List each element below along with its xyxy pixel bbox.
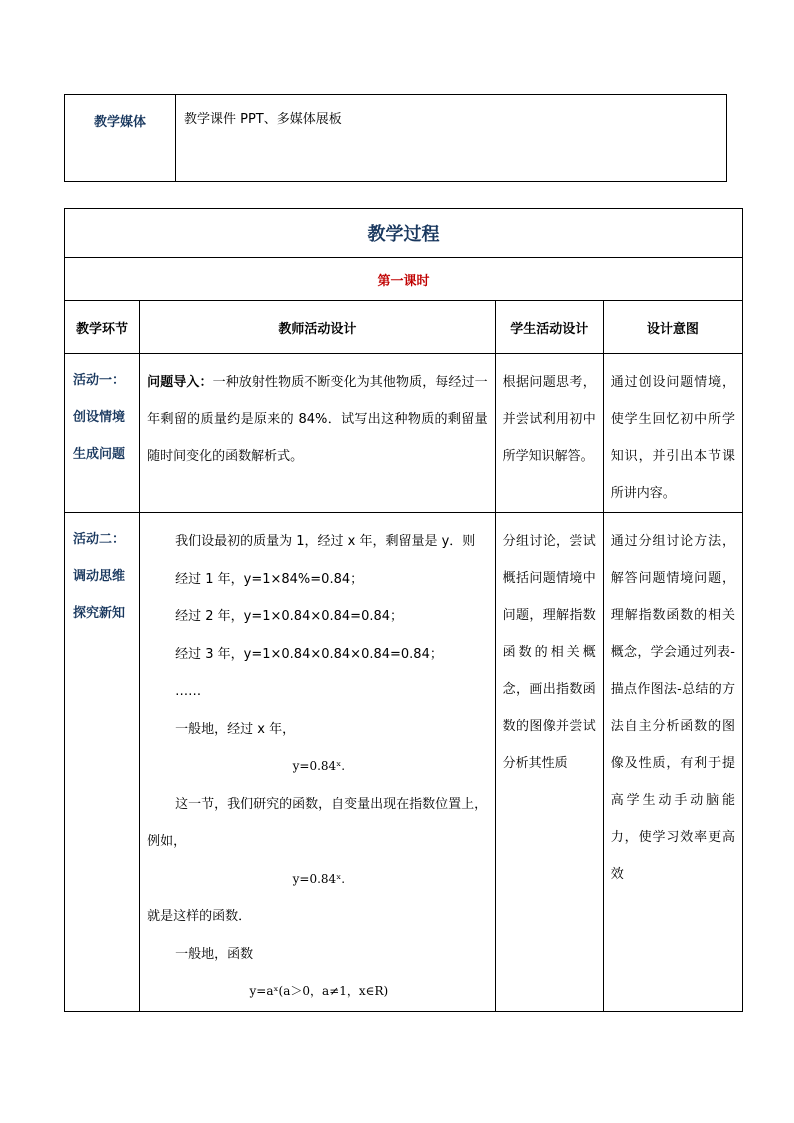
activity2-intent: 通过分组讨论方法，解答问题情境问题，理解指数函数的相关概念，学会通过列表-描点作图法-总结的方法自主分析函数的图像及性质，有利于提高学生动手动脑能力，使学习效率更高效	[603, 513, 742, 1012]
header-teacher: 教师活动设计	[140, 301, 496, 354]
table-row	[65, 354, 743, 513]
activity2-label-line: 探究新知	[73, 606, 126, 621]
activity2-line: 经过 1 年，y=1×84%=0.84；	[175, 571, 364, 587]
activity2-equation: y=0.84ˣ.	[292, 871, 346, 886]
activity1-label-line: 生成问题	[73, 447, 126, 462]
activity2-line: 我们设最初的质量为 1，经过 x 年，剩留量是 y．则	[175, 534, 476, 549]
activity2-equation: y=aˣ(a＞0，a≠1，x∈R)	[249, 984, 389, 998]
table-row	[65, 513, 743, 1012]
activity2-line: 经过 2 年，y=1×0.84×0.84=0.84；	[175, 609, 404, 624]
activity2-line: 一般地，经过 x 年，	[175, 721, 296, 737]
header-intent: 设计意图	[603, 301, 742, 354]
media-value: 教学课件 PPT、多媒体展板	[176, 95, 727, 182]
activity1-label	[65, 354, 140, 513]
activity2-label	[65, 513, 140, 1012]
activity2-label-line: 调动思维	[73, 569, 126, 584]
activity2-equation: y=0.84ˣ.	[292, 759, 346, 773]
teaching-process-table	[64, 208, 743, 1012]
activity1-teacher-text: 一种放射性物质不断变化为其他物质，每经过一年剩留的质量约是原来的 84%．试写出这种物质的剩留量随时间变化的函数解析式。	[147, 375, 488, 464]
activity2-line: 一般地，函数	[175, 946, 254, 962]
activity1-teacher-lead: 问题导入：	[147, 375, 213, 390]
activity2-teacher	[140, 513, 496, 1012]
media-label: 教学媒体	[65, 95, 176, 182]
activity1-label-line: 活动一：	[73, 373, 126, 388]
activity2-line: 就是这样的函数．	[147, 909, 252, 924]
media-table	[64, 94, 727, 182]
activity2-line: 这一节，我们研究的函数，自变量出现在指数位置上，例如，	[147, 796, 488, 849]
lesson-label: 第一课时	[65, 258, 743, 301]
activity2-label-line: 活动二：	[73, 532, 126, 547]
activity2-line: ……	[175, 684, 202, 699]
activity2-student: 分组讨论，尝试概括问题情境中问题，理解指数函数的相关概念，画出指数函数的图像并尝试分析其性质	[495, 513, 603, 1012]
activity1-intent: 通过创设问题情境，使学生回忆初中所学知识，并引出本节课所讲内容。	[603, 354, 742, 513]
process-title: 教学过程	[65, 209, 743, 258]
header-stage: 教学环节	[65, 301, 140, 354]
activity1-student: 根据问题思考，并尝试利用初中所学知识解答。	[495, 354, 603, 513]
header-row	[65, 301, 743, 354]
header-student: 学生活动设计	[495, 301, 603, 354]
activity2-line: 经过 3 年，y=1×0.84×0.84×0.84=0.84；	[175, 646, 443, 662]
activity1-teacher	[140, 354, 496, 513]
activity1-label-line: 创设情境	[73, 410, 126, 425]
